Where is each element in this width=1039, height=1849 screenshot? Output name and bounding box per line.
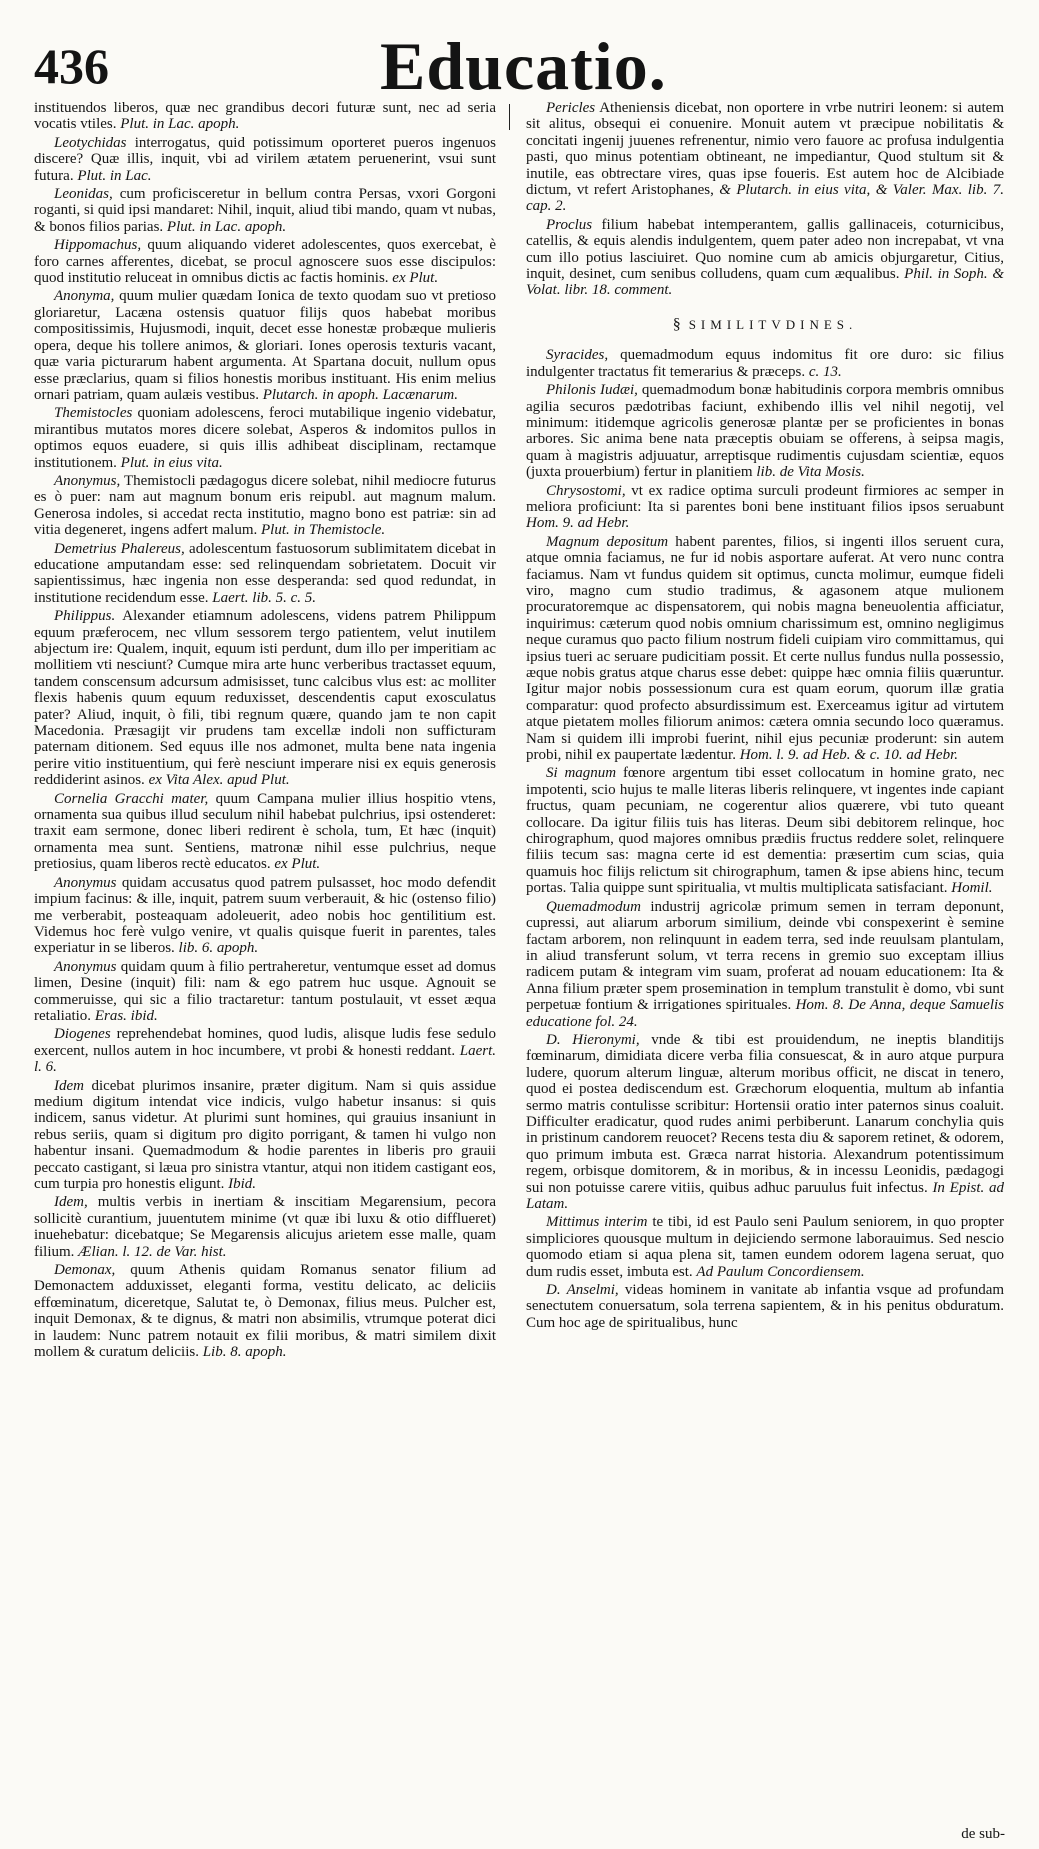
entry-text: quum Athenis quidam Romanus senator filium ad Demonactem adduxisset, eleganti forma, vestitu delicato, ac deliciis effœminatum, diceretque, Salutat te, ò Demonax, filius meus. Pulcher est, inquit Demonax, & te dignus, & matri non absimilis, vtrumque poterat dici in laudem: Nunc patrem notauit ex filii moribus, & matri similem dixit mollem & curatum deliciis. xyxy=(34,1262,496,1361)
entry-text: quemadmodum equus indomitus fit ore duro: sic filius indulgenter tractatus fit temerarius & præceps. xyxy=(526,347,1004,380)
entry xyxy=(34,608,496,788)
entry xyxy=(34,1078,496,1193)
entry-text: multis verbis in inertiam & inscitiam Megarensium, pecora sollicitè curantium, juuentutem minime (vt quæ ibi luxu & otio difflueret) inuehebatur: dicebatque; Se Megarensis alicujus arietem esse malle, quam filium. xyxy=(34,1194,496,1260)
entry-citation: Ælian. l. 12. de Var. hist. xyxy=(78,1243,227,1260)
entry-citation: ex Plut. xyxy=(274,856,321,873)
column-rule xyxy=(509,104,510,130)
entry xyxy=(526,1032,1004,1212)
entry-source: Leotychidas xyxy=(54,134,127,151)
entry xyxy=(34,473,496,539)
entry-text: habent parentes, filios, si ingenti illos seruent cura, atque omnia faciamus, ne fur id nobis asportare auferat. At vero nunc contra faciamus. Nam vt fundus quidem sit optimus, cuncta molimur, eumque fideli viro, magno cum studio tradimus, & agasonem atque mulionem procuratoremque ac dispensatorem, qui nobis magna beneuolentia afficiatur, inquirimus: cæterum quod nobis omnium charissimum est, omnino negligimus neque curamus quo pacto filium nostrum fideli cuipiam viro committamus, qui ipsius tueri ac seruare pudicitiam possit. Et certe nullus fundus nulla possessio, æque nobis gratus atque charus esse debet: quippe hæc omnia filiis quæruntur. Igitur major nobis possessionum cura est quam eorum, quorum illæ gratia comparatur: quod profecto absurdissimum est. Exerceamus igitur ad virtutem atque pietatem molles filiorum animos: cætera omnia secundo loco quæramus. Nam si quidem illi improbi fuerint, nihil ejus pecuniæ proderunt: sin autem probi, nihil ex paupertate lædentur. xyxy=(526,533,1004,764)
entry xyxy=(34,791,496,873)
entry-text: reprehendebat homines, quod ludis, alisque ludis fese sedulo exercent, nullos autem in hoc incumbere, vt probi & honesti reddant. xyxy=(34,1026,496,1059)
entry xyxy=(34,100,496,133)
entry-source: Idem, xyxy=(54,1194,88,1211)
entry-source: Anonymus xyxy=(54,874,117,891)
entry-citation: Homil. xyxy=(951,880,993,897)
entry-text: quidam quum à filio pertraheretur, ventumque esset ad domus limen, Desine (inquit) fili: nam & ego patrem huc usque. Agnouit se commeruisse, qui sic a filio tractaretur: tantum postulauit, vt esset æqua retaliatio. xyxy=(34,958,496,1024)
entry-citation: Plut. in Themistocle. xyxy=(261,522,386,539)
entry xyxy=(34,1026,496,1075)
entry-source: Chrysostomi, xyxy=(546,482,626,499)
entry xyxy=(34,959,496,1025)
entry xyxy=(526,534,1004,764)
entry-source: Cornelia Gracchi mater, xyxy=(54,790,209,807)
entry-text: quum mulier quædam Ionica de texto quodam suo vt pretioso gloriaretur, Lacæna ostensis quatuor filijs quos habebat moribus compositissimis, Hujusmodi, inquit, decet esse honestæ probæque mulieris opera, deque his tollere animos, & gloriari. Iones operosis texturis vacant, quæ varia picturarum habent argumenta. At Spartana docuit, nullum opus esse præclarius, quam si filios honestis moribus instituant. His enim melius ornari patriam, quam aulæis vestibus. xyxy=(34,288,496,403)
entry-source: Mittimus interim xyxy=(546,1214,648,1231)
entry-source: Philippus. xyxy=(54,608,116,625)
entry-citation: Plut. in Lac. apoph. xyxy=(166,218,287,235)
entry-source: D. Hieronymi, xyxy=(546,1031,640,1048)
catchword: de sub- xyxy=(961,1826,1005,1842)
entry-citation: Plut. in Lac. xyxy=(77,167,152,184)
entry-text: quum aliquando videret adolescentes, quos exercebat, è foro carnes afferentes, dicebat, se procul agnoscere suos esse discipulos: quod institutio reluceat in omnibus dictis ac factis hominis. xyxy=(34,237,496,287)
entry-citation: lib. de Vita Mosis. xyxy=(756,464,865,481)
right-column-entries-top xyxy=(526,100,1004,299)
entry xyxy=(34,405,496,471)
entry-citation: In Epist. ad Latam. xyxy=(526,1179,1004,1212)
entry-source: Demetrius Phalereus, xyxy=(54,540,185,557)
entry-source: Diogenes xyxy=(54,1026,111,1043)
entry-text: quoniam adolescens, feroci mutabilique ingenio videbatur, mirantibus mutatos mores dicere solebat, Asperos & indomitos pullos in optimos equos euadere, si quis illis adhibeat disciplinam, rectamque institutionem. xyxy=(34,405,496,471)
entry-source: Philonis Iudæi, xyxy=(546,382,638,399)
entry-citation: Phil. in Soph. & Volat. libr. 18. comment. xyxy=(526,266,1004,299)
entry xyxy=(34,135,496,184)
entry-citation: Laert. lib. 5. c. 5. xyxy=(212,589,317,606)
entry-source: Quemadmodum xyxy=(546,898,641,915)
entry-source: Idem xyxy=(54,1077,84,1094)
entry-text: Themistocli pædagogus dicere solebat, nihil mediocre futurus es ò puer: nam aut magnum bonum eris reipubl. aut magnum malum. Generosa indoles, si accedat recta institutio, magno bono est patriæ: sin ad vitia degeneret, ingens adfert malum. xyxy=(34,472,496,539)
entry-citation: Lib. 8. apoph. xyxy=(202,1344,287,1361)
entry xyxy=(526,100,1004,215)
entry xyxy=(526,217,1004,299)
entry-citation: lib. 6. apoph. xyxy=(178,940,259,957)
entry-source: D. Anselmi, xyxy=(546,1282,619,1299)
entry-text: adolescentum fastuosorum sublimitatem dicebat in educatione amputandam esse: sed relinquendam sobrietatem. Docuit vir sapientissimus, hæc ingenia non esse desperanda: sed quod redundat, in institutione recidendum esse. xyxy=(34,540,496,606)
section-title: SIMILITVDINES. xyxy=(688,316,858,332)
entry-source: Anonyma, xyxy=(54,288,115,305)
entry xyxy=(526,347,1004,380)
entry-citation: Ad Paulum Concordiensem. xyxy=(696,1263,865,1280)
entry-text: videas hominem in vanitate ab infantia vsque ad profundam senectutem conuersatum, sola terrena sapientem, & in his penitus obduratum. Cum hoc age de spiritualibus, hunc xyxy=(526,1282,1004,1331)
entry-citation: Hom. 8. De Anna, deque Samuelis educatione fol. 24. xyxy=(526,997,1004,1030)
entry xyxy=(34,237,496,286)
entry-citation: ex Plut. xyxy=(392,270,439,287)
entry-source: Magnum depositum xyxy=(546,533,669,550)
right-column-entries-bottom xyxy=(526,347,1004,1331)
entry-text: interrogatus, quid potissimum oporteret pueros ingenuos discere? Quæ illis, inquit, vbi ad virilem ætatem peruenerint, vsui sunt futura. xyxy=(34,134,496,184)
entry-source: Anonymus xyxy=(54,958,117,975)
entry-citation: & Plutarch. in eius vita, & Valer. Max. lib. 7. cap. 2. xyxy=(526,182,1004,215)
entry-text: Atheniensis dicebat, non oportere in vrbe nutriri leonem: si autem sit alitus, obsequi ei conuenire. Monuit autem vt præcipue nobilitatis & concitati ingenij juuenes refrenentur, nimio vero fauore ac profusa indulgentia pasti, quo minus potentiam obtineant, ne impediantur, Quod stultum sit & inutile, eas obtrectare vires, quas ipse foueris. Est autem hoc de Alcibiade dictum, vt refert Aristophanes, xyxy=(526,100,1004,199)
entry-text: quidam accusatus quod patrem pulsasset, hoc modo defendit impium facinus: & ille, inquit, patrem suum verberauit, & hic (ostenso filio) me verberabit, posteaquam adoleuerit, adeo nobis hoc gentilitium est. Videmus hoc ferè vulgo venire, vt qualis quisque fuerit in parentes, tales experiatur in se liberos. xyxy=(34,874,496,957)
entry-citation: c. 13. xyxy=(808,363,842,380)
entry xyxy=(526,382,1004,480)
entry xyxy=(34,288,496,403)
entry-citation: Laert. l. 6. xyxy=(34,1042,496,1076)
entry-source: Leonidas, xyxy=(54,186,113,203)
entry-source: Pericles xyxy=(546,100,596,116)
entry-source: Syracides, xyxy=(546,347,609,364)
entry xyxy=(526,483,1004,532)
page-number: 436 xyxy=(34,38,109,94)
entry xyxy=(526,1282,1004,1331)
entry xyxy=(34,541,496,607)
entry-text: te tibi, id est Paulo seni Paulum seniorem, in quo propter simpliciores quousque multum in dejiciendo sermone laborauimus. Sed nescio quomodo etiam si aqua plena sit, tamen eundem odorem lagena seruat, quo dum rudis esset, imbuta est. xyxy=(526,1214,1004,1280)
entry-citation: Eras. ibid. xyxy=(94,1007,158,1024)
entry-text: dicebat plurimos insanire, præter digitum. Nam si quis assidue medium digitum intendat vice indicis, vulgo habetur insanus: si quis indicem, sanus videtur. At plurimi sunt homines, qui grauius insaniunt in rebus seriis, quam si digitum pro digito porrigant, & tamen hi vulgo non habentur insani. Quemadmodum & hodie parentes in liberis pro grauii peccato castigant, si læua pro sinistra vtantur, atqui non itidem castigant eos, cum turpia pro honestis eligunt. xyxy=(34,1077,496,1192)
section-heading xyxy=(526,317,1004,333)
entry xyxy=(34,186,496,235)
entry xyxy=(34,1194,496,1260)
entry xyxy=(526,1214,1004,1280)
entry-source: Themistocles xyxy=(54,405,133,422)
entry-text: vt ex radice optima surculi prodeunt firmiores ac semper in meliora proficiunt: Ita si parentes boni bene instituant filios ipsos seruabunt xyxy=(526,482,1004,515)
entry-text: cum proficisceretur in bellum contra Persas, vxori Gorgoni roganti, si quid ipsi mandaret: Nihil, inquit, aliud tibi mando, quam vt nubas, & bonos filios parias. xyxy=(34,186,496,235)
entry-source: Proclus xyxy=(546,216,593,233)
entry-citation: Plut. in eius vita. xyxy=(120,454,223,471)
entry-text: quum Campana mulier illius hospitio vtens, ornamenta sua quibus illud seculum nihil habebat pulchrius, ipsi ostenderet: traxit eam sermone, donec liberi redirent è schola, tum, Et hæc (inquit) ornamenta mea sunt. Sentiens, matronæ nihil esse pulchrius, neque pretiosius, quam liberos rectè educatos. xyxy=(34,790,496,873)
entry-citation: Ibid. xyxy=(228,1176,257,1192)
entry-citation: Hom. 9. ad Hebr. xyxy=(526,515,630,532)
entry-citation: ex Vita Alex. apud Plut. xyxy=(148,772,290,789)
entry-text: industrij agricolæ primum semen in terram deponunt, cupressi, aut aliarum arborum similium, deinde vbi conspexerint è semine factam arborem, non relinquunt in eadem terra, sed inde reuulsam plantulam, in aliud transferunt solum, vt terra recens in gremio suo exceptam illius radicem putam & integram vim suam, proferat ad nouam educationem: Ita & Anna filium præter spem prosemination in templum transtulit è domo, vbi sunt perpetuæ fontium & irrigationes spirituales. xyxy=(526,898,1004,1014)
entry xyxy=(34,875,496,957)
section-mark: § xyxy=(672,315,681,333)
entry-source: Hippomachus, xyxy=(54,237,142,254)
entry-text: filium habebat intemperantem, gallis gallinaceis, coturnicibus, catellis, & equis alendis indulgentem, quem pater adeo non increpabat, vt vna cum illo potius lasciuiret. Quo nomine cum ab amicis objurgaretur, Citius, inquit, desinet, cum senibus colludens, quam cum æqualibus. xyxy=(526,216,1004,283)
entry-source: Demonax, xyxy=(54,1262,116,1279)
entry xyxy=(526,899,1004,1030)
entry-source: Anonymus, xyxy=(54,472,121,489)
entry-citation: Plutarch. in apoph. Lacænarum. xyxy=(262,386,458,403)
right-column xyxy=(526,100,1004,1840)
entry-text: instituendos liberos, quæ nec grandibus decori futuræ sunt, nec ad seria vocatis vtiles. xyxy=(34,100,496,133)
entry-text: vnde & tibi est prouidendum, ne ineptis blanditijs fœminarum, dimidiata dicere verba filia consuescat, & in auro atque purpura ludere, quorum alterum linguæ, alterum moribus officit, ne discat in tenero, quod ei postea dediscendum est. Græchorum eloquentia, multum ab infantia sermo matris contulisse scribitur: Hortensii oratio inter paternos sinus coaluit. Difficulter eradicatur, quod rudes animi perbiberunt. Lanarum conchylia quis in pristinum candorem reuocet? Recens testa diu & saporem retinet, & odorem, quo primum imbuta est. Græca narrat historia. Alexandrum potentissimum regem, orbisque domitorem, & in moribus, & in incessu Leonidis, pædagogi sui non potuisse carere vitiis, quibus adhuc paruulus fuit infectus. xyxy=(526,1031,1004,1196)
entry-source: Si magnum xyxy=(546,765,617,782)
entry-text: fœnore argentum tibi esset collocatum in homine grato, nec impotenti, scio hujus te malle literas liberis relinquere, vt ingentes inde capiant fructus, quam pecuniam, ne cogerentur alios quærere, vbi tuto queant collocare. Da igitur filiis tuis has literas. Deum sibi debitorem relinque, hoc chirographum, quod majores omnibus prædiis fructus reddere solet, relinquere filiis tecum sas: magna certe id est dementia: præsertim cum scias, quia quamuis hoc filijs relictum sit chirographum, tamen & ipse abiens hinc, tecum portas. Talia quippe sunt spiritualia, vt multis multiplicata satisfaciant. xyxy=(526,765,1004,897)
entry xyxy=(526,765,1004,896)
entry xyxy=(34,1262,496,1360)
entry-citation: Plut. in Lac. apoph. xyxy=(120,116,240,133)
entry-citation: Hom. l. 9. ad Heb. & c. 10. ad Hebr. xyxy=(739,747,959,764)
running-title: Educatio. xyxy=(380,28,667,104)
left-column xyxy=(34,100,496,1840)
entry-text: quemadmodum bonæ habitudinis corpora membris omnibus agilia securos pædotribas faciunt, exhibendo illis vel nihil negotij, vel minimum: itidemque agricolis generosæ plantæ per se proficientes in bonas arbores. Sic anima bene nata præceptis obuiam se offerens, à seipsa magis, quam à magistris adjuuatur, arreptisque rudimentis cujusdam scientiæ, equos (juxta prouerbium) fertur in planitiem xyxy=(526,382,1004,481)
entry-text: Alexander etiamnum adolescens, videns patrem Philippum equum præferocem, nec vllum sessorem tergo patientem, velut inutilem abjectum ire: Qualem, inquit, equum isti perdunt, dum illo per imperitiam ac mollitiem vti nesciunt? Cumque mira arte hunc verberibus tractasset equum, tandem conscensum adcursum admisisset, tunc calcibus vlus est: ac molliter flexis habenis quum equum reduxisset, descendentis caput exosculatus pater? Aliud, inquit, ò fili, tibi regnum quære, quando jam te non capit Macedonia. Præsagijt vir prudens tam excellæ indoli non sufficturam paternam ditionem. Sed equus ille nos admonet, multa bene nata ingenia perire vitio instituentium, qui ferè nesciunt imperare nisi ex equis generosis reddiderint asinos. xyxy=(34,608,496,789)
